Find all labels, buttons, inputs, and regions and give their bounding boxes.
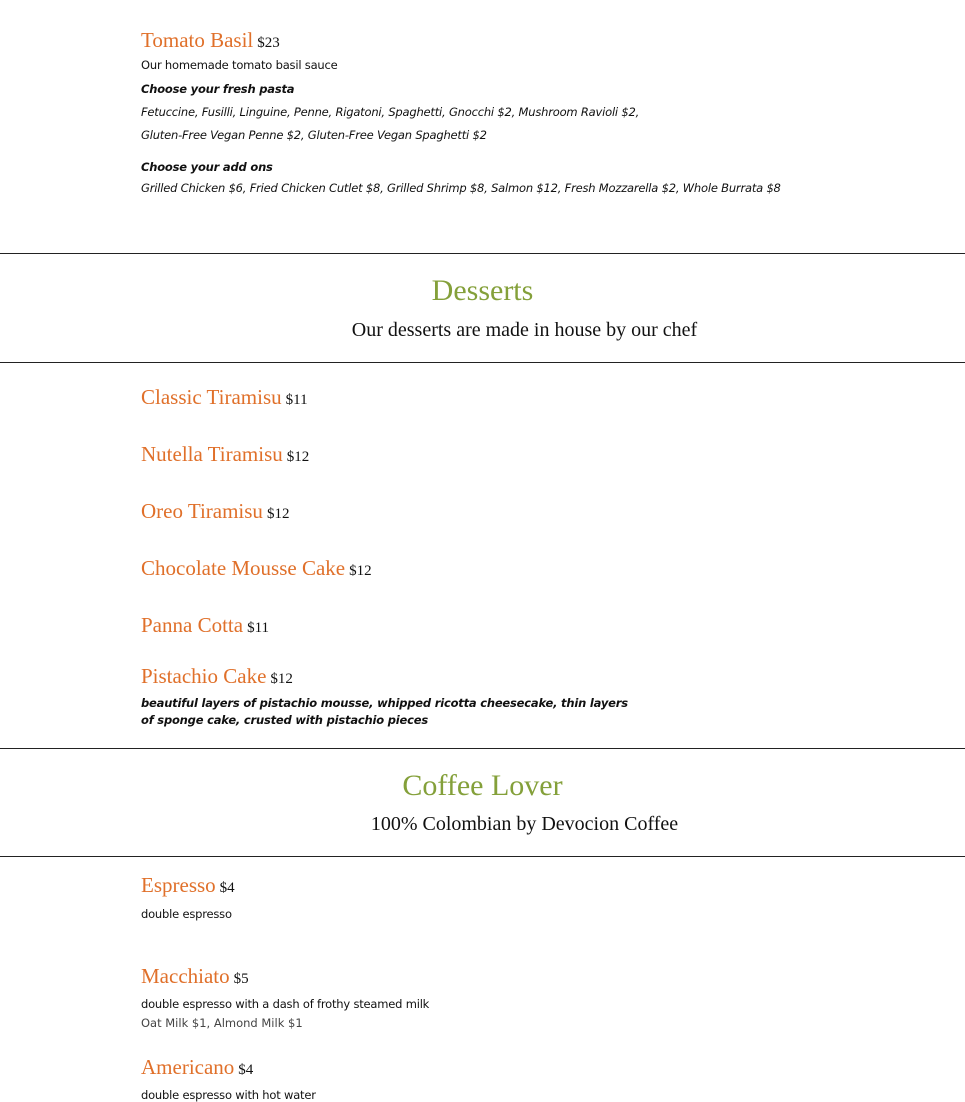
menu-item-nutella-tiramisu [141, 444, 309, 465]
menu-item-classic-tiramisu [141, 387, 308, 408]
menu-item-panna-cotta [141, 615, 269, 636]
section-title-desserts: Desserts [431, 274, 534, 307]
menu-item-tomato-basil [141, 30, 280, 51]
item-price: $4 [238, 1062, 254, 1078]
item-price: $12 [270, 671, 293, 687]
menu-item-americano [141, 1057, 253, 1078]
item-description: Our homemade tomato basil sauce [141, 58, 338, 72]
item-description: double espresso with a dash of frothy steamed milk [141, 997, 430, 1011]
section-title-coffee: Coffee Lover [402, 769, 563, 802]
item-description: double espresso [141, 907, 232, 921]
item-name: Americano [141, 1055, 235, 1079]
item-name: Oreo Tiramisu [141, 499, 263, 523]
item-name: Macchiato [141, 964, 230, 988]
addons-heading: Choose your add ons [141, 160, 273, 174]
menu-item-oreo-tiramisu [141, 501, 289, 522]
section-divider [0, 856, 965, 857]
item-extras: Oat Milk $1, Almond Milk $1 [141, 1016, 303, 1030]
addons-options-line: Grilled Chicken $6, Fried Chicken Cutlet $8, Grilled Shrimp $8, Salmon $12, Fresh Mozzarella $2, Whole Burrata $8 [141, 181, 781, 195]
item-name: Classic Tiramisu [141, 385, 282, 409]
section-divider [0, 748, 965, 749]
item-price: $12 [266, 506, 290, 522]
item-name: Nutella Tiramisu [141, 442, 283, 466]
item-name: Pistachio Cake [141, 664, 267, 688]
section-subtitle-desserts: Our desserts are made in house by our chef [351, 319, 698, 341]
item-name: Tomato Basil [141, 28, 254, 52]
pasta-options-line: Gluten-Free Vegan Penne $2, Gluten-Free Vegan Spaghetti $2 [141, 128, 487, 142]
item-name: Chocolate Mousse Cake [141, 556, 346, 580]
item-price: $11 [285, 392, 308, 408]
section-divider [0, 362, 965, 363]
item-price: $12 [286, 449, 310, 465]
section-divider [0, 253, 965, 254]
item-price: $4 [219, 880, 235, 896]
item-description: double espresso with hot water [141, 1088, 316, 1102]
pasta-options-line: Fetuccine, Fusilli, Linguine, Penne, Rigatoni, Spaghetti, Gnocchi $2, Mushroom Ravioli $2, [141, 105, 640, 119]
item-description: beautiful layers of pistachio mousse, whipped ricotta cheesecake, thin layers [141, 696, 628, 710]
item-price: $12 [349, 563, 372, 579]
item-price: $5 [233, 971, 249, 987]
item-description: of sponge cake, crusted with pistachio pieces [141, 713, 428, 727]
section-subtitle-coffee: 100% Colombian by Devocion Coffee [370, 813, 679, 835]
menu-item-chocolate-mousse-cake [141, 558, 372, 579]
menu-item-macchiato [141, 966, 249, 987]
menu-item-espresso [141, 875, 235, 896]
item-name: Panna Cotta [141, 613, 244, 637]
pasta-heading: Choose your fresh pasta [141, 82, 295, 96]
item-price: $11 [247, 620, 270, 636]
item-price: $23 [257, 35, 280, 51]
item-name: Espresso [141, 873, 216, 897]
menu-item-pistachio-cake [141, 666, 293, 687]
